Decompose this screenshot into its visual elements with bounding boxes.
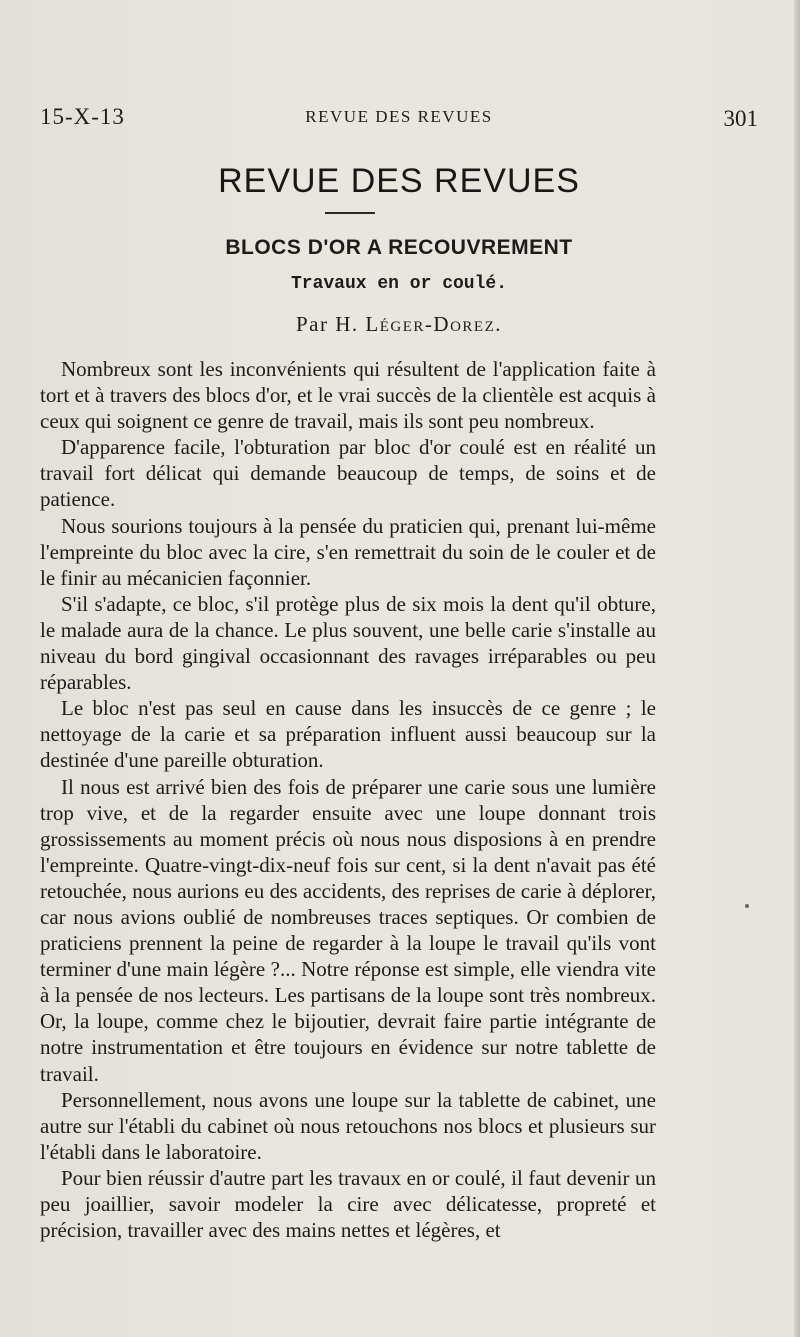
paragraph: Il nous est arrivé bien des fois de préparer une carie sous une lumière trop vive, et de la regarder ensuite avec une loupe donnant trois grossissements au moment précis où nous nous disposions à en prendre l'empreinte. Quatre-vingt-dix-neuf fois sur cent, si la dent n'avait pas été retouchée, nous aurions eu des accidents, des reprises de carie à déplorer, car nous avions oublié de nombreuses traces septiques. Or combien de praticiens prennent la peine de regarder à la loupe le travail qu'ils vont terminer d'une main légère ?... Notre réponse est simple, elle viendra vite à la pensée de nos lecteurs. Les partisans de la loupe sont très nombreux. Or, la loupe, comme chez le bijoutier, devrait faire partie intégrante de notre instrumentation et être toujours en évidence sur notre tablette de travail.: [40, 774, 656, 1086]
paragraph: Nombreux sont les inconvénients qui résultent de l'application faite à tort et à travers des blocs d'or, et le vrai succès de la clientèle est acquis à ceux qui soignent ce genre de travail, mais ils sont peu nombreux.: [40, 357, 656, 434]
article-title: BLOCS D'OR A RECOUVREMENT: [225, 236, 573, 259]
page-edge-shadow: [794, 0, 800, 1337]
page-number: 301: [723, 106, 758, 131]
paragraph: S'il s'adapte, ce bloc, s'il protège plus de six mois la dent qu'il obture, le malade aura de la chance. Le plus souvent, une belle carie s'installe au niveau du bord gingival occasionnant des ravages irréparables ou peu réparables.: [40, 591, 656, 695]
paragraph: D'apparence facile, l'obturation par bloc d'or coulé est en réalité un travail fort délicat qui demande beaucoup de temps, de soins et de patience.: [40, 435, 656, 512]
author-name: Léger-Dorez.: [365, 312, 502, 336]
article-body: [40, 356, 656, 1243]
paragraph: Pour bien réussir d'autre part les travaux en or coulé, il faut devenir un peu joaillier, savoir modeler la cire avec délicatesse, propreté et précision, travailler avec des mains nettes et légères, et: [40, 1165, 656, 1243]
author-prefix: Par H.: [296, 312, 366, 336]
title-divider: [325, 212, 375, 214]
article-subtitle: Travaux en or coulé.: [290, 274, 508, 294]
issue-date: 15-X-13: [40, 104, 125, 129]
paragraph: Personnellement, nous avons une loupe sur la tablette de cabinet, une autre sur l'établi du cabinet où nous retouchons nos blocs et plusieurs sur l'établi dans le laboratoire.: [40, 1087, 656, 1164]
author-line: [40, 312, 758, 337]
main-title: REVUE DES REVUES: [218, 162, 580, 200]
paper-speck: [745, 904, 749, 908]
paragraph: Nous sourions toujours à la pensée du praticien qui, prenant lui-même l'empreinte du bloc avec la cire, s'en remettrait du soin de le couler et de le finir au mécanicien façonnier.: [40, 513, 656, 590]
paragraph: Le bloc n'est pas seul en cause dans les insuccès de ce genre ; le nettoyage de la carie et sa préparation influent aussi beaucoup sur la destinée d'une pareille obturation.: [40, 696, 656, 773]
running-head: [40, 104, 758, 134]
journal-name: REVUE DES REVUES: [305, 107, 493, 126]
